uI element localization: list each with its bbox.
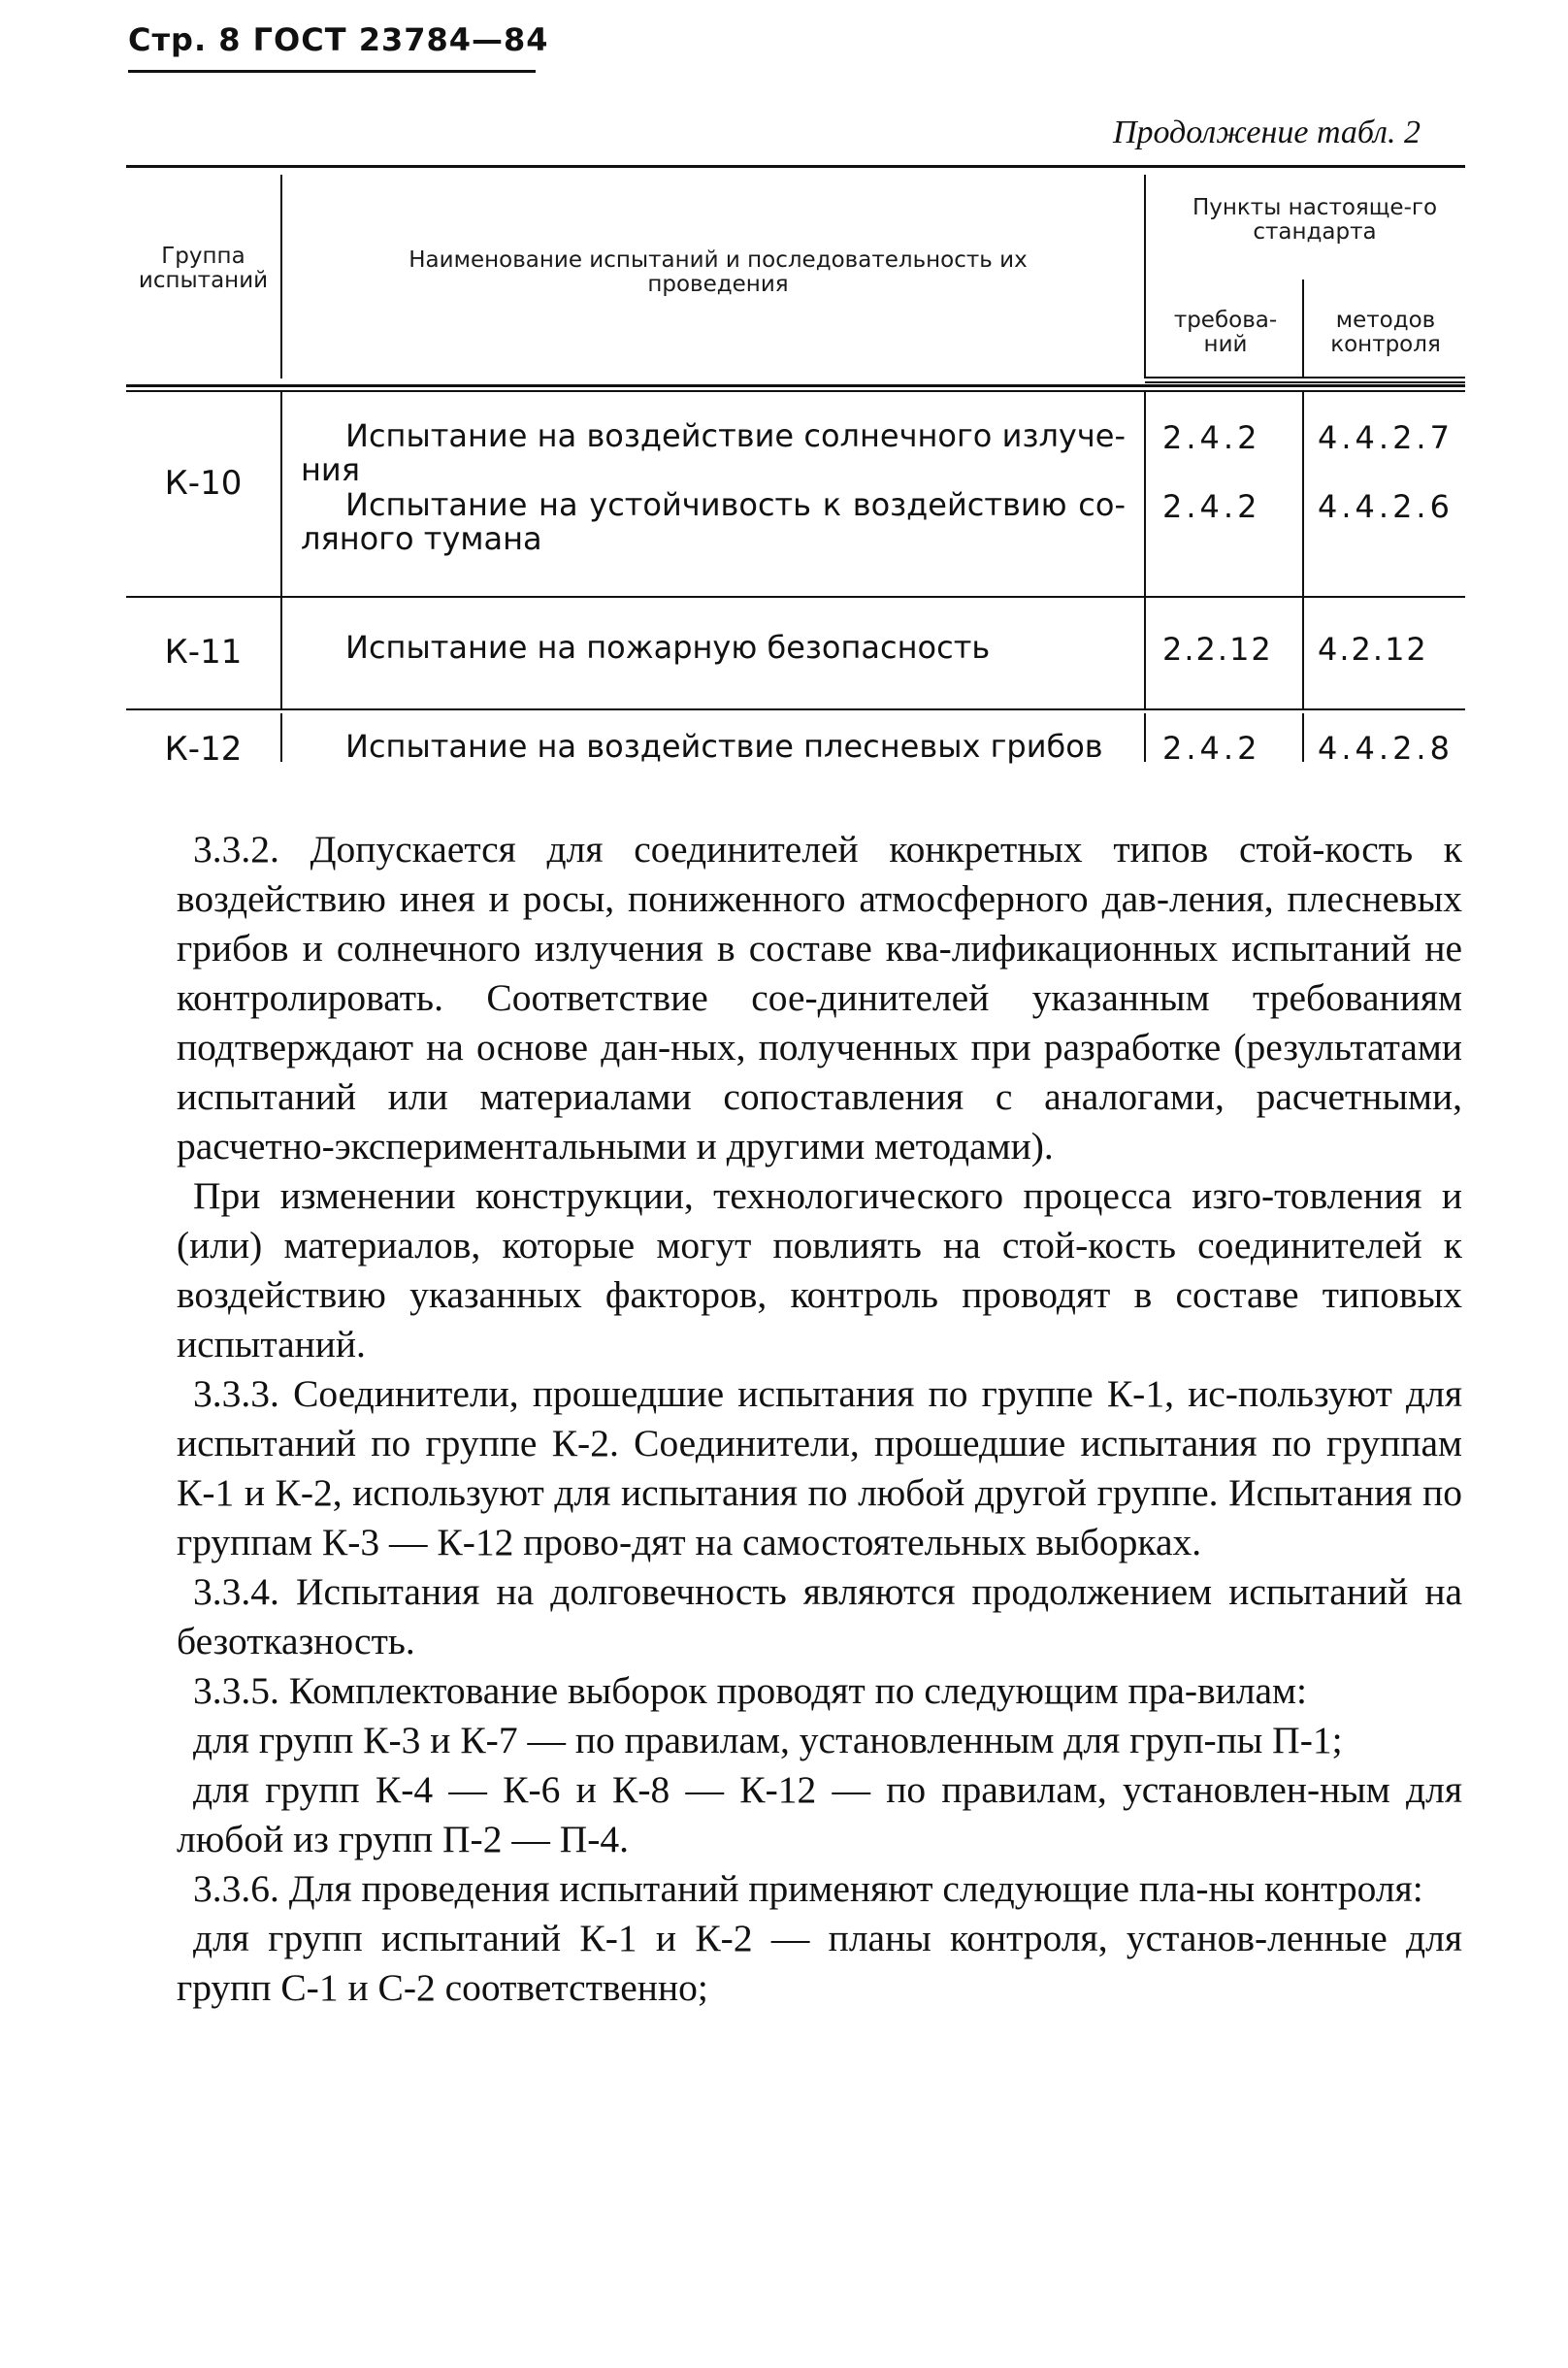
row-k11-bottom-rule	[126, 708, 1465, 710]
row-k10-test-1-name: Испытание на воздействие солнечного излуче-ния	[301, 417, 1126, 488]
row-k11-test-1-name: Испытание на пожарную безопасность	[345, 629, 991, 666]
paragraph-3-3-3: 3.3.3. Соединители, прошедшие испытания по группе К-1, ис-пользуют для испытаний по группе К-2. Соединители, прошедшие испытания по группам К-1 и К-2, используют для испытания по любой другой группе. Испытания по группам К-3 — К-12 прово-дят на самостоятельных выборках.	[177, 1372, 1462, 1563]
row-k11-group: К-11	[164, 633, 243, 672]
header-subdivider-2	[1145, 381, 1465, 383]
paragraph-design-change: При изменении конструкции, технологического процесса изго-товления и (или) материалов, которые могут повлиять на стой-кость соединителей к воздействию указанных факторов, контроль проводят в составе типовых испытаний.	[177, 1174, 1462, 1365]
paragraph-3-3-5-item-2: для групп К-4 — К-6 и К-8 — К-12 — по правилам, установлен-ным для любой из групп П-2 — П-4.	[177, 1768, 1462, 1860]
table-top-rule	[126, 165, 1465, 168]
header-methods: методов контроля	[1330, 308, 1441, 357]
row-k12-group: К-12	[164, 730, 243, 769]
header-clauses: Пункты настояще-го стандарта	[1192, 195, 1438, 245]
paragraph-3-3-5: 3.3.5. Комплектование выборок проводят по следующим пра-вилам:	[193, 1669, 1308, 1712]
row-k12-test-1-requirements: 2.4.2	[1162, 730, 1261, 767]
col-rule-req-k11	[1302, 598, 1304, 708]
col-rule-name-k11	[1144, 598, 1146, 708]
row-k11-test-1-requirements: 2.2.12	[1162, 631, 1273, 668]
header-test-name: Наименование испытаний и последовательность их проведения	[408, 247, 1028, 297]
body-text	[177, 825, 1462, 2013]
row-k10-test-2-name: Испытание на устойчивость к воздействию со-ляного тумана	[301, 486, 1126, 557]
row-k10-bottom-rule	[126, 596, 1465, 598]
page-header	[128, 21, 549, 73]
standard-designation: ГОСТ 23784—84	[252, 21, 549, 58]
row-k12-test-1-methods: 4.4.2.8	[1318, 730, 1454, 767]
paragraph-3-3-5-item-1: для групп К-3 и К-7 — по правилам, установленным для груп-пы П-1;	[193, 1719, 1343, 1761]
col-rule-req-k12	[1302, 713, 1304, 762]
col-rule-req-k10	[1302, 392, 1304, 596]
page-label: Стр. 8	[128, 21, 242, 58]
col-rule-group-k12	[280, 713, 282, 762]
row-k10-test-1-methods: 4.4.2.7	[1318, 419, 1454, 456]
table-continuation-label: Продолжение табл. 2	[1112, 115, 1421, 150]
col-rule-group-k10	[280, 392, 282, 596]
paragraph-3-3-2: 3.3.2. Допускается для соединителей конкретных типов стой-кость к воздействию инея и росы, пониженного атмосферного дав-ления, плесневых грибов и солнечного излучения в составе ква-лификационных испытаний не контролировать. Соответствие сое-динителей указанным требованиям подтверждают на основе дан-ных, полученных при разработке (результатами испытаний или материалами сопоставления с аналогами, расчетными, расчетно-экспериментальными и другими методами).	[177, 828, 1462, 1168]
row-k12-test-1-name: Испытание на воздействие плесневых грибов	[345, 728, 1103, 765]
row-k10-test-1-requirements: 2.4.2	[1162, 419, 1261, 456]
paragraph-3-3-4: 3.3.4. Испытания на долговечность являются продолжением испытаний на безотказность.	[177, 1570, 1462, 1662]
col-rule-name-k12	[1144, 713, 1146, 762]
header-subdivider	[1145, 377, 1465, 378]
header-bottom-rule-2	[126, 390, 1465, 392]
col-rule-req-header	[1302, 280, 1304, 378]
paragraph-3-3-6-item-1: для групп испытаний К-1 и К-2 — планы контроля, установ-ленные для групп С-1 и С-2 соответственно;	[177, 1917, 1462, 2009]
row-k10-test-2-methods: 4.4.2.6	[1318, 488, 1454, 525]
col-rule-name-k10	[1144, 392, 1146, 596]
header-rule	[128, 70, 536, 73]
row-k10-group: К-10	[164, 464, 243, 503]
row-k10-test-2-requirements: 2.4.2	[1162, 488, 1261, 525]
paragraph-3-3-6: 3.3.6. Для проведения испытаний применяют следующие пла-ны контроля:	[193, 1867, 1423, 1910]
header-bottom-rule	[126, 384, 1465, 387]
col-rule-name-header	[1144, 175, 1146, 378]
header-group: Группа испытаний	[138, 244, 269, 293]
page-header-text	[128, 21, 549, 58]
col-rule-group-k11	[280, 598, 282, 708]
row-k11-test-1-methods: 4.2.12	[1318, 631, 1428, 668]
header-requirements: требова-ний	[1173, 308, 1278, 357]
tests-table	[126, 165, 1465, 776]
col-rule-group-header	[280, 175, 282, 378]
